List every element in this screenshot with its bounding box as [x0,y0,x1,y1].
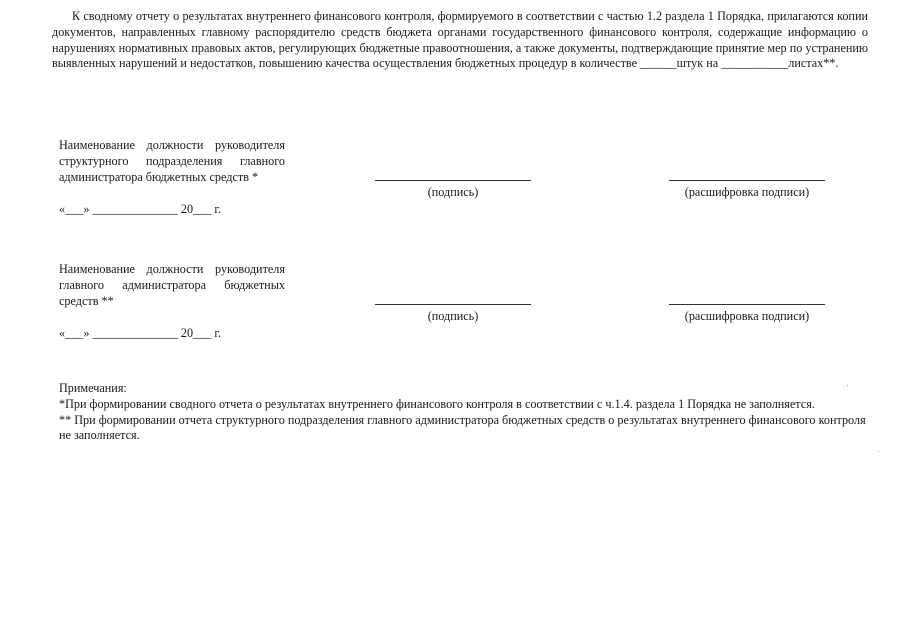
scan-speck [878,451,879,452]
block2-position-title: Наименование должности руководителя главного администратора бюджетных средств ** [59,262,285,308]
block1-decoding-line [669,180,825,181]
block2-decoding-line [669,304,825,305]
notes-section [59,381,871,444]
block2-signature-line [375,304,531,305]
notes-heading: Примечания: [59,381,127,395]
block2-decoding-caption: (расшифровка подписи) [684,309,810,323]
block1-position-title: Наименование должности руководителя структурного подразделения главного администратора бюджетных средств * [59,138,285,184]
block1-signature-line [375,180,531,181]
note-2: ** При формировании отчета структурного подразделения главного администратора бюджетных средств о результатах внутреннего финансового контроля не заполняется. [59,412,866,443]
intro-paragraph: К сводному отчету о результатах внутреннего финансового контроля, формируемого в соответствии с частью 1.2 раздела 1 Порядка, прилагаются копии документов, направленных главному распорядителю средств бюджета органами государственного финансового контроля, содержащие информацию о нарушениях нормативных правовых актов, регулирующих бюджетные правоотношения, а также документы, подтверждающие принятие мер по устранению выявленных нарушений и недостатков, повышению качества осуществления бюджетных процедур в количестве ______штук на ___________листах**. [52,9,868,71]
block2-signature-caption: (подпись) [427,309,479,323]
block1-date: «___» ______________ 20___ г. [59,202,222,216]
block1-decoding-caption: (расшифровка подписи) [684,185,810,199]
scan-speck [847,385,848,386]
block2-date: «___» ______________ 20___ г. [59,326,222,340]
block1-signature-caption: (подпись) [427,185,479,199]
note-1: *При формировании сводного отчета о результатах внутреннего финансового контроля в соответствии с ч.1.4. раздела 1 Порядка не заполняется. [59,396,815,411]
